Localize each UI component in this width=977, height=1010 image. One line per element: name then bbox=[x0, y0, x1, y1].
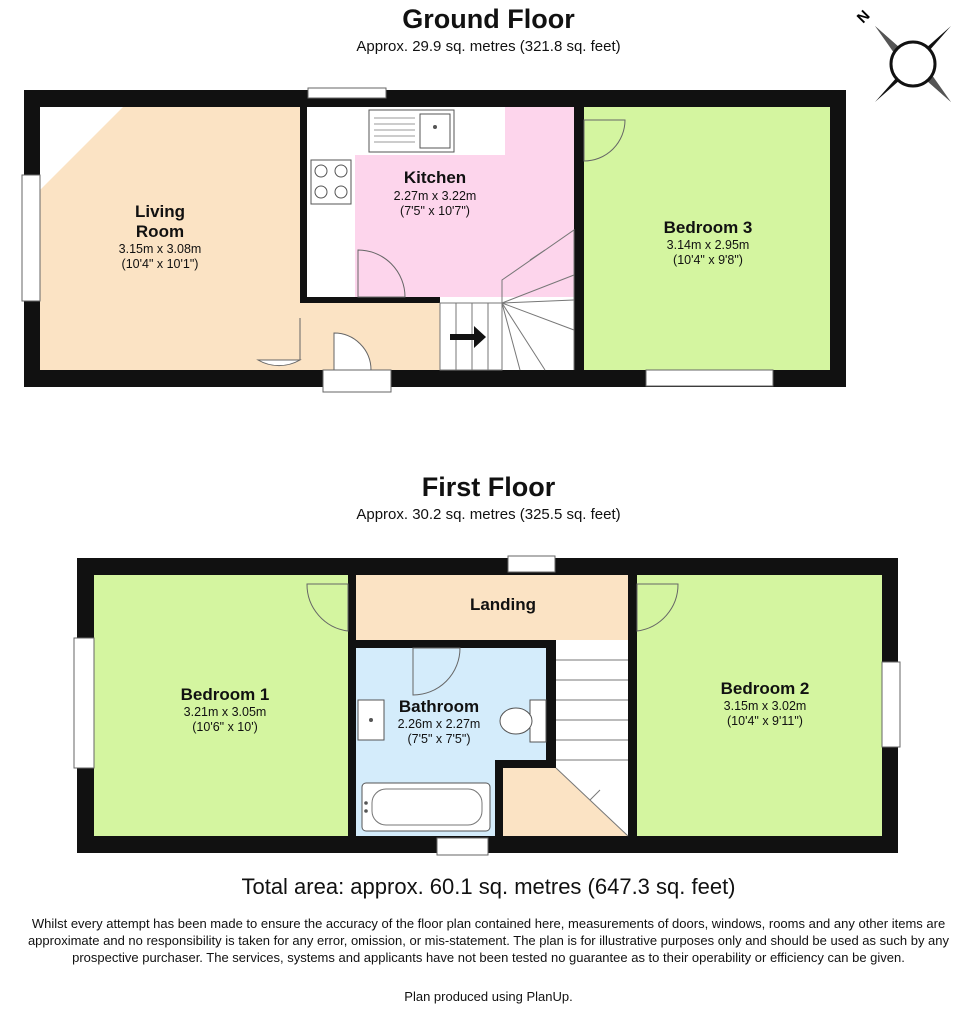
bath-inner bbox=[372, 789, 482, 825]
bedroom-1-metric: 3.21m x 3.05m bbox=[183, 705, 267, 719]
bedroom-2-label: Bedroom 2 bbox=[720, 679, 810, 698]
bathroom-metric: 2.26m x 2.27m bbox=[397, 717, 481, 731]
compass-icon bbox=[854, 7, 951, 102]
living-room-label-line1: Living bbox=[134, 202, 186, 221]
bedroom-2-imperial: (10'4" x 9'11") bbox=[727, 714, 803, 728]
landing-window bbox=[508, 556, 555, 572]
compass-north-label: N bbox=[853, 7, 874, 27]
landing-bath-wall bbox=[356, 640, 556, 648]
cupboard-side-wall bbox=[495, 760, 503, 836]
bedroom-3-label: Bedroom 3 bbox=[663, 218, 753, 237]
cupboard-top-wall bbox=[495, 760, 556, 768]
bedroom-1-window bbox=[74, 638, 94, 768]
ground-floor-plan bbox=[22, 88, 846, 392]
disclaimer-text: Whilst every attempt has been made to ensure the accuracy of the floor plan contained here, measurements of doors, windows, rooms and any other items are approximate and no responsibility is taken for any error, omission, or mis-statement. The plan is for illustrative purposes only and should be used as such by any prospective purchaser. The services, systems and applicants have not been tested no guarantee as to their operability or efficiency can be given. bbox=[27, 916, 950, 965]
bedroom-1-imperial: (10'6" x 10') bbox=[192, 720, 258, 734]
front-door-threshold bbox=[323, 370, 391, 392]
landing-label: Landing bbox=[469, 595, 537, 614]
bedroom-2-window bbox=[882, 662, 900, 747]
kitchen-label: Kitchen bbox=[403, 168, 467, 187]
bathroom-imperial: (7'5" x 7'5") bbox=[407, 732, 471, 746]
bath-stair-wall bbox=[546, 640, 556, 768]
bathroom-label: Bathroom bbox=[398, 697, 480, 716]
bedroom-2-metric: 3.15m x 3.02m bbox=[723, 699, 807, 713]
bedroom-3-window bbox=[646, 370, 773, 386]
first-floor-area: Approx. 30.2 sq. metres (325.5 sq. feet) bbox=[356, 506, 621, 523]
ground-floor-title: Ground Floor bbox=[402, 4, 575, 34]
first-floor-title: First Floor bbox=[421, 472, 556, 502]
kitchen-imperial: (7'5" x 10'7") bbox=[400, 204, 470, 218]
ground-floor-area: Approx. 29.9 sq. metres (321.8 sq. feet) bbox=[356, 38, 621, 55]
living-room-metric: 3.15m x 3.08m bbox=[118, 242, 202, 256]
bed2-wall bbox=[628, 575, 637, 836]
kitchen-window bbox=[308, 88, 386, 98]
living-kitchen-wall bbox=[300, 107, 307, 303]
produced-by-text: Plan produced using PlanUp. bbox=[404, 989, 573, 1004]
kitchen-metric: 2.27m x 3.22m bbox=[393, 189, 477, 203]
bedroom-3-metric: 3.14m x 2.95m bbox=[666, 238, 750, 252]
living-room-window bbox=[22, 175, 40, 301]
sink-bowl bbox=[420, 114, 450, 148]
bed1-wall bbox=[348, 575, 356, 836]
toilet-bowl-icon bbox=[500, 708, 532, 734]
tap-icon bbox=[433, 125, 437, 129]
living-room-label-line2: Room bbox=[135, 222, 185, 241]
total-area: Total area: approx. 60.1 sq. metres (647.3 sq. feet) bbox=[241, 874, 736, 899]
first-floor-plan bbox=[74, 556, 900, 855]
kitchen-hall-wall bbox=[307, 297, 440, 303]
bedroom-3-imperial: (10'4" x 9'8") bbox=[673, 253, 743, 267]
living-room-imperial: (10'4" x 10'1") bbox=[121, 257, 199, 271]
bathroom-window bbox=[437, 838, 488, 855]
bedroom-1-label: Bedroom 1 bbox=[180, 685, 270, 704]
kitchen-bedroom3-wall bbox=[574, 107, 584, 370]
